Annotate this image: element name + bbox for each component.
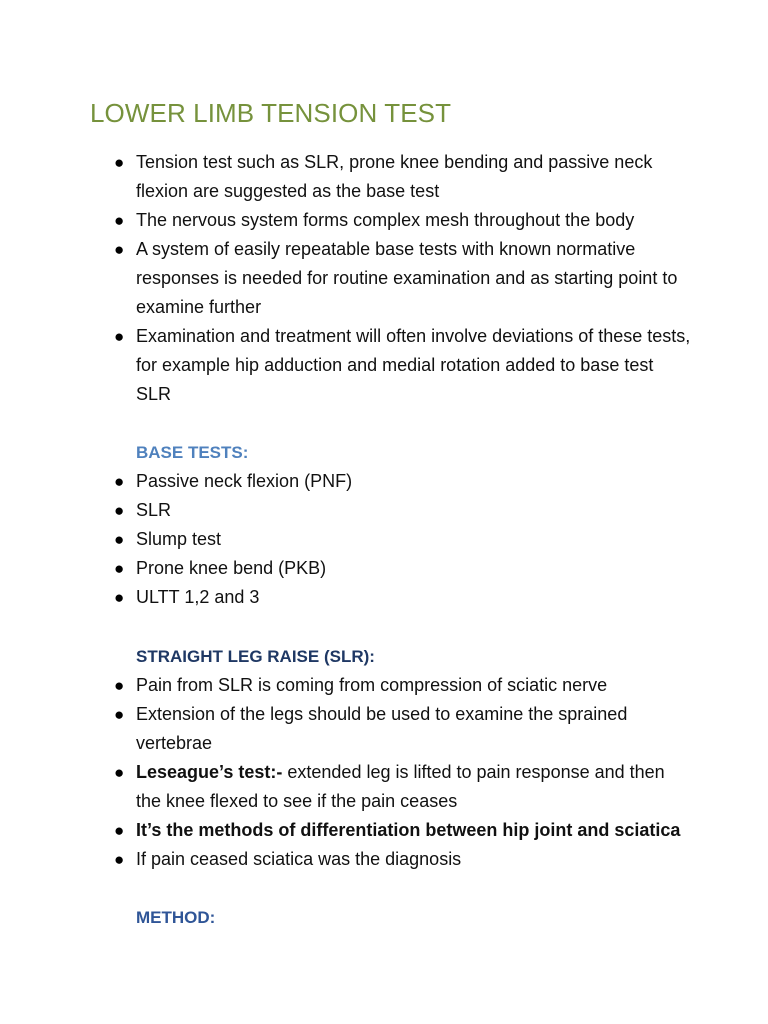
list-item [112, 496, 692, 525]
bullet-icon: ● [114, 153, 125, 172]
base-tests-list [112, 467, 692, 612]
list-item-text: Slump test [136, 529, 222, 549]
bullet-icon: ● [114, 559, 125, 578]
list-item [112, 148, 692, 206]
slr-list [112, 671, 692, 874]
bullet-icon: ● [114, 327, 125, 346]
bullet-icon: ● [114, 850, 125, 869]
list-item [112, 322, 692, 409]
method-section [112, 903, 692, 932]
intro-section [112, 148, 692, 409]
bullet-icon: ● [114, 676, 125, 695]
list-item [112, 206, 692, 235]
list-item [112, 525, 692, 554]
intro-list [112, 148, 692, 409]
bullet-icon: ● [114, 705, 125, 724]
document-title: LOWER LIMB TENSION TEST [90, 98, 452, 128]
list-item [112, 467, 692, 496]
list-item-text: Examination and treatment will often involve deviations of these tests, for example hip adduction and medial rotation added to base test SLR [136, 326, 691, 404]
list-item [112, 845, 692, 874]
base-tests-heading: BASE TESTS: [136, 443, 249, 462]
list-item [112, 671, 692, 700]
list-item [112, 758, 692, 816]
slr-heading: STRAIGHT LEG RAISE (SLR): [136, 647, 375, 666]
bullet-icon: ● [114, 211, 125, 230]
leseague-label: Leseague’s test:- [136, 762, 283, 782]
list-item-text: The nervous system forms complex mesh throughout the body [136, 210, 635, 230]
bullet-icon: ● [114, 472, 125, 491]
list-item [112, 583, 692, 612]
list-item [112, 235, 692, 322]
leseague-text: extended leg is lifted to pain response and then the knee flexed to see if the pain ceases [136, 762, 665, 811]
list-item [112, 700, 692, 758]
base-tests-section [112, 438, 692, 612]
slr-section [112, 642, 692, 874]
list-item-text: If pain ceased sciatica was the diagnosis [136, 849, 462, 869]
bullet-icon: ● [114, 821, 125, 840]
list-item-text: Tension test such as SLR, prone knee bending and passive neck flexion are suggested as the base test [136, 152, 653, 201]
list-item [112, 816, 692, 845]
method-heading: METHOD: [136, 908, 216, 927]
list-item-text: SLR [136, 500, 172, 520]
list-item-text: Passive neck flexion (PNF) [136, 471, 353, 491]
list-item-text: Extension of the legs should be used to examine the sprained vertebrae [136, 704, 628, 753]
list-item-text: A system of easily repeatable base tests with known normative responses is needed for routine examination and as starting point to examine further [136, 239, 678, 317]
bullet-icon: ● [114, 501, 125, 520]
differentiation-text: It’s the methods of differentiation between hip joint and sciatica [136, 820, 681, 840]
list-item-text: Prone knee bend (PKB) [136, 558, 327, 578]
bullet-icon: ● [114, 588, 125, 607]
bullet-icon: ● [114, 763, 125, 782]
list-item-text: Pain from SLR is coming from compression of sciatic nerve [136, 675, 608, 695]
bullet-icon: ● [114, 530, 125, 549]
bullet-icon: ● [114, 240, 125, 259]
list-item [112, 554, 692, 583]
list-item-text: ULTT 1,2 and 3 [136, 587, 260, 607]
